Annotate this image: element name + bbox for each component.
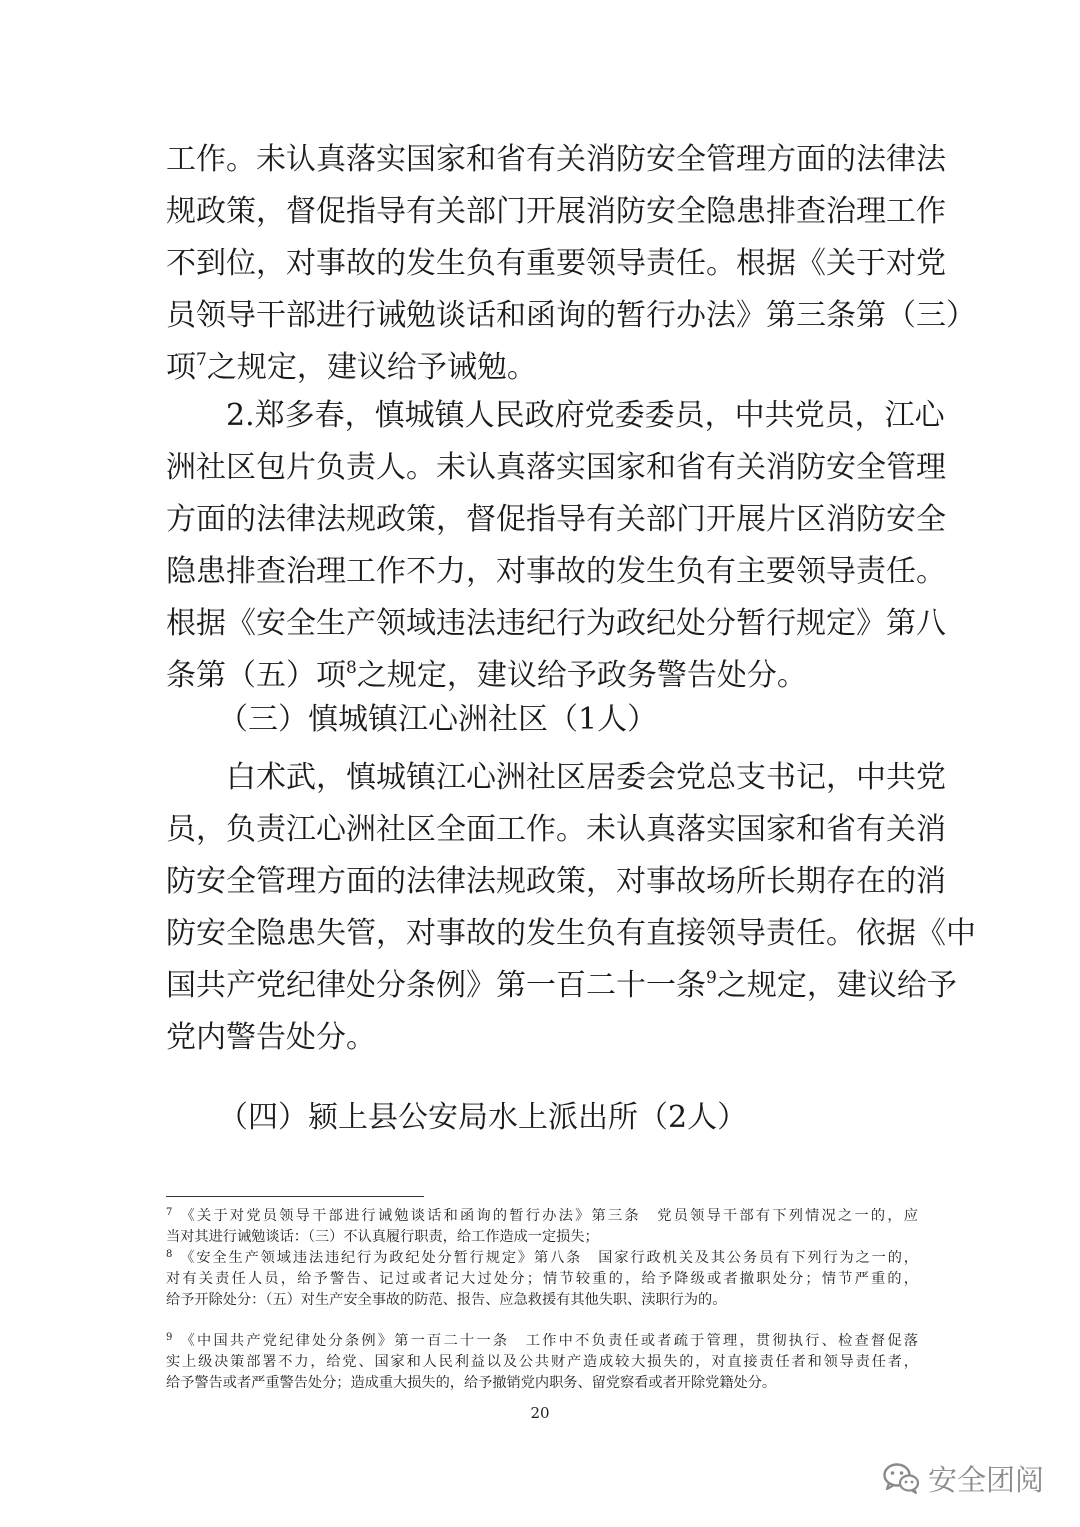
footnote-7 xyxy=(166,1206,918,1248)
footnote-line xyxy=(166,1248,918,1269)
paragraph-line: 规政策，督促指导有关部门开展消防安全隐患排查治理工作 xyxy=(166,194,946,229)
paragraph-line: 员，负责江心洲社区全面工作。未认真落实国家和省有关消 xyxy=(166,812,946,847)
paragraph-line: 2.郑多春，慎城镇人民政府党委委员，中共党员，江心 xyxy=(226,398,945,433)
paragraph-line: 洲社区包片负责人。未认真落实国家和省有关消防安全管理 xyxy=(166,450,946,485)
paragraph-line xyxy=(166,960,957,1012)
paragraph-line: 防安全管理方面的法律法规政策，对事故场所长期存在的消 xyxy=(166,864,946,899)
footnote-9 xyxy=(166,1331,918,1394)
paragraph-2 xyxy=(166,390,946,702)
line-text: 项 xyxy=(166,350,196,385)
footnote-line: 给予警告或者严重警告处分；造成重大损失的，给予撤销党内职务、留党察看或者开除党籍处分。 xyxy=(166,1375,777,1391)
footnote-line: 实上级决策部署不力，给党、国家和人民利益以及公共财产造成较大损失的，对直接责任者和领导责任者， xyxy=(166,1354,918,1370)
footnote-line xyxy=(166,1206,918,1227)
paragraph-line: 工作。未认真落实国家和省有关消防安全管理方面的法律法 xyxy=(166,142,946,177)
footnote-text: 《关于对党员领导干部进行诫勉谈话和函询的暂行办法》第三条 党员领导干部有下列情况之一的，应 xyxy=(178,1208,918,1224)
footnote-text: 《中国共产党纪律处分条例》第一百二十一条 工作中不负责任或者疏于管理，贯彻执行、检查督促落 xyxy=(178,1333,918,1349)
line-text: 之规定，建议给予 xyxy=(716,968,957,1003)
watermark-text: 安全团阅 xyxy=(927,1462,1044,1497)
footnote-mark: 9 xyxy=(166,1332,173,1343)
footnote-line: 当对其进行诫勉谈话：（三）不认真履行职责，给工作造成一定损失； xyxy=(166,1229,599,1245)
paragraph-line: 防安全隐患失管，对事故的发生负有直接领导责任。依据《中 xyxy=(166,916,976,951)
paragraph-line: 隐患排查治理工作不力，对事故的发生负有主要领导责任。 xyxy=(166,554,946,589)
paragraph-3 xyxy=(166,752,976,1064)
footnote-line: 对有关责任人员，给予警告、记过或者记大过处分；情节较重的，给予降级或者撤职处分；情节严重的， xyxy=(166,1271,918,1287)
footnote-mark: 7 xyxy=(166,1207,173,1218)
footnote-line: 给予开除处分：（五）对生产安全事故的防范、报告、应急救援有其他失职、渎职行为的。 xyxy=(166,1292,727,1308)
line-text: 国共产党纪律处分条例》第一百二十一条 xyxy=(166,968,706,1003)
section-heading-4: （四）颍上县公安局水上派出所（2人） xyxy=(218,1100,748,1135)
footnote-divider xyxy=(166,1196,424,1197)
line-text: 条第（五）项 xyxy=(166,658,346,693)
paragraph-line: 根据《安全生产领域违法违纪行为政纪处分暂行规定》第八 xyxy=(166,606,946,641)
paragraph-line: 党内警告处分。 xyxy=(166,1020,376,1055)
paragraph-line: 员领导干部进行诫勉谈话和函询的暂行办法》第三条第（三） xyxy=(166,298,976,333)
page-number: 20 xyxy=(530,1404,550,1422)
watermark xyxy=(882,1456,1044,1500)
line-text: 之规定，建议给予政务警告处分。 xyxy=(356,658,807,693)
line-text: 之规定，建议给予诫勉。 xyxy=(206,350,537,385)
footnote-text: 《安全生产领域违法违纪行为政纪处分暂行规定》第八条 国家行政机关及其公务员有下列行为之一的， xyxy=(178,1250,918,1266)
footnote-ref-9[interactable]: 9 xyxy=(706,968,717,988)
paragraph-line: 白术武，慎城镇江心洲社区居委会党总支书记，中共党 xyxy=(226,760,946,795)
footnote-8 xyxy=(166,1248,918,1311)
footnote-ref-8[interactable]: 8 xyxy=(346,658,357,678)
paragraph-line xyxy=(166,342,918,394)
footnote-line xyxy=(166,1331,918,1352)
paragraph-line: 不到位，对事故的发生负有重要领导责任。根据《关于对党 xyxy=(166,246,946,281)
paragraph-1 xyxy=(166,134,976,394)
section-heading-3: （三）慎城镇江心洲社区（1人） xyxy=(218,702,658,737)
paragraph-line: 方面的法律法规政策，督促指导有关部门开展片区消防安全 xyxy=(166,502,946,537)
footnote-mark: 8 xyxy=(166,1249,173,1260)
wechat-icon xyxy=(882,1461,920,1495)
footnote-ref-7[interactable]: 7 xyxy=(196,350,207,370)
